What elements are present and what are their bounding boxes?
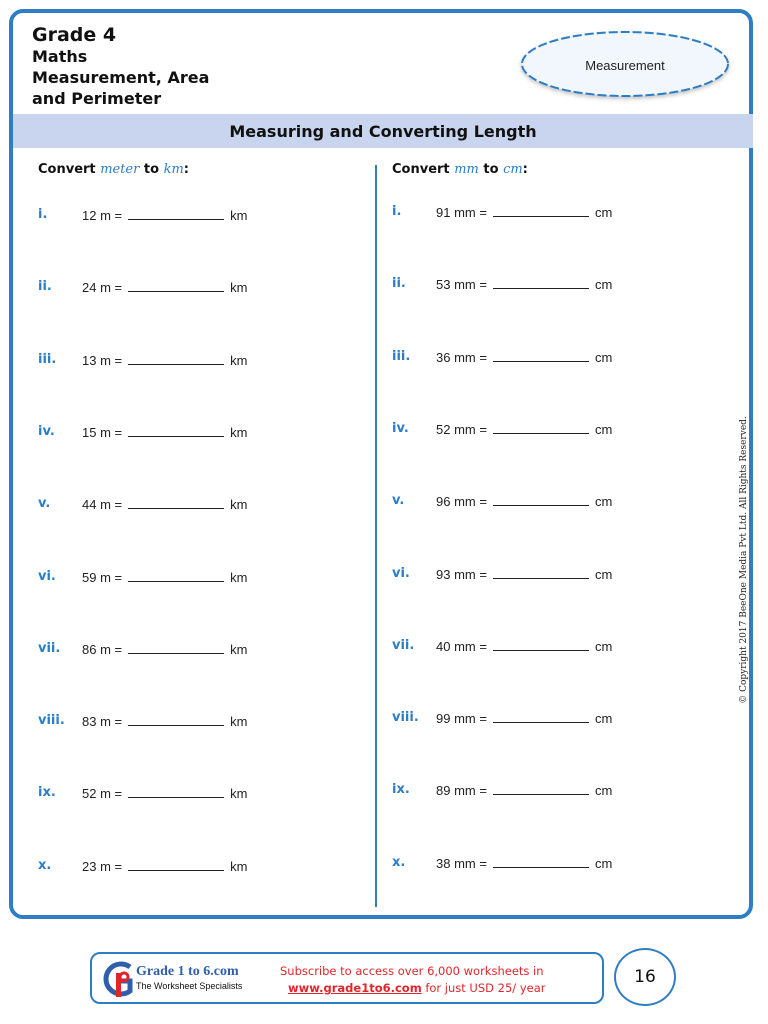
answer-blank[interactable] [493,276,589,289]
answer-blank[interactable] [128,713,224,726]
question-number: ix. [38,785,56,801]
website-link[interactable]: www.grade1to6.com [288,981,422,995]
question-expression: 89 mm = cm [436,783,613,799]
question-expression: 91 mm = cm [436,205,613,220]
question-number: viii. [38,713,65,729]
answer-blank[interactable] [493,204,589,217]
to-unit: km [163,162,184,177]
answer-blank[interactable] [128,785,224,798]
right-column-heading: Convert mm to cm: [392,162,528,177]
question-expression: 93 mm = cm [436,566,613,582]
answer-unit: km [230,858,248,874]
question-expression: 86 m = km [82,641,248,657]
answer-unit: cm [594,421,613,437]
answer-blank[interactable] [128,207,224,220]
topic-badge [516,26,734,104]
question-expression: 13 m = km [82,352,248,368]
question-number: vii. [392,637,415,653]
copyright-notice: © Copyright 2017 BeeOne Media Pvt Ltd. All Rights Reserved. [739,416,749,704]
answer-blank[interactable] [128,569,224,582]
question-expression: 38 mm = cm [436,855,613,871]
question-expression: 52 mm = cm [436,421,613,437]
question-expression: 12 m = km [82,208,248,223]
answer-blank[interactable] [493,855,589,868]
question-expression: 36 mm = cm [436,349,613,365]
answer-blank[interactable] [493,638,589,651]
answer-blank[interactable] [493,566,589,579]
answer-blank[interactable] [493,493,589,506]
question-number: iv. [38,423,55,439]
answer-unit: km [230,352,248,368]
answer-blank[interactable] [493,782,589,795]
topic-line-2: and Perimeter [32,89,162,108]
brand-logo-icon [100,959,136,999]
question-number: ii. [38,279,52,295]
column-divider [375,165,377,907]
answer-blank[interactable] [128,279,224,292]
answer-unit: cm [594,783,613,799]
question-number: vi. [392,565,410,581]
answer-unit: cm [594,277,613,293]
answer-blank[interactable] [128,641,224,654]
question-expression: 83 m = km [82,714,248,730]
from-unit: mm [454,162,479,177]
worksheet-title: Measuring and Converting Length [13,114,753,148]
question-number: x. [392,854,406,870]
question-number: ix. [392,782,410,798]
to-unit: cm [503,162,523,177]
answer-blank[interactable] [128,496,224,509]
answer-blank[interactable] [128,352,224,365]
question-number: x. [38,857,52,873]
answer-unit: cm [594,855,613,871]
question-expression: 44 m = km [82,497,248,513]
question-number: iii. [392,348,411,364]
question-number: iii. [38,351,57,367]
badge-text: Measurement [585,57,665,73]
brand-name: Grade 1 to 6.com [136,964,239,979]
question-number: v. [392,493,405,509]
answer-unit: km [230,497,248,513]
question-number: i. [392,204,402,219]
question-expression: 99 mm = cm [436,711,613,727]
answer-unit: km [230,714,248,730]
question-expression: 52 m = km [82,786,248,802]
answer-unit: km [230,208,248,223]
answer-unit: km [230,569,248,585]
subscribe-text: Subscribe to access over 6,000 worksheets in [280,964,544,978]
brand-tagline: The Worksheet Specialists [136,981,243,991]
page-number: 16 [614,948,676,1006]
footer-banner[interactable] [90,952,604,1004]
answer-blank[interactable] [493,421,589,434]
answer-unit: km [230,786,248,802]
question-number: v. [38,496,51,512]
question-number: ii. [392,276,406,292]
question-expression: 59 m = km [82,569,248,585]
worksheet-header [32,24,209,109]
question-expression: 23 m = km [82,858,248,874]
answer-unit: cm [594,566,613,582]
topic-line-1: Measurement, Area [32,68,210,87]
answer-unit: km [230,280,248,296]
answer-blank[interactable] [128,858,224,871]
answer-unit: cm [594,711,613,727]
question-number: viii. [392,710,419,726]
answer-unit: cm [594,494,613,510]
question-number: i. [38,207,48,222]
question-expression: 40 mm = cm [436,638,613,654]
from-unit: meter [100,162,140,177]
question-number: vi. [38,568,56,584]
answer-unit: km [230,424,248,440]
subject-label: Maths [32,47,88,66]
grade-label: Grade 4 [32,24,117,46]
answer-unit: km [230,641,248,657]
question-expression: 96 mm = cm [436,494,613,510]
answer-blank[interactable] [493,710,589,723]
answer-blank[interactable] [493,349,589,362]
question-number: vii. [38,640,61,656]
left-column-heading: Convert meter to km: [38,162,189,177]
question-expression: 24 m = km [82,280,248,296]
question-expression: 53 mm = cm [436,277,613,293]
question-number: iv. [392,420,409,436]
question-expression: 15 m = km [82,424,248,440]
subscribe-text-2: www.grade1to6.com for just USD 25/ year [288,981,546,995]
answer-unit: cm [594,638,613,654]
answer-unit: cm [594,205,613,220]
answer-unit: cm [594,349,613,365]
answer-blank[interactable] [128,424,224,437]
